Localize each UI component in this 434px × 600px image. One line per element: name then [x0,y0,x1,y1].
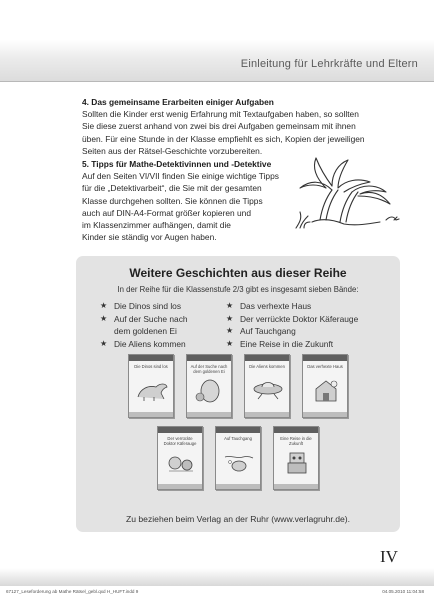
section-4-heading: 4. Das gemeinsame Erarbeiten einiger Aufgaben [82,97,274,107]
cover-band [216,427,260,433]
cover-title: Auf der Suche nach dem goldenen Ei [190,364,228,374]
section-5-line: für die „Detektivarbeit“, die Sie mit der gesamten [82,183,262,194]
cover-title: Das verhexte Haus [307,364,343,369]
book-cover [186,354,232,418]
cover-title: Auf Tauchgang [224,436,252,441]
section-5-line: Klasse durchgehen sollten. Sie können die Tipps [82,195,263,206]
page-header-band [0,40,434,82]
bottom-band [0,568,434,586]
section-5-line: Auf den Seiten VI/VII finden Sie einige wichtige Tipps [82,171,279,182]
book-title-line: dem goldenen Ei [114,326,177,336]
book-cover [128,354,174,418]
list-item [100,338,240,351]
alien-ufo-illustration [250,377,286,403]
book-cover [302,354,348,418]
star-icon: ★ [100,338,108,348]
page-number: IV [380,547,398,566]
book-covers-row-1 [76,354,400,418]
print-slug: 67127_Leseforderung ab Mathe Rätsel_gebl.qxd H_HUFT.indd 9 [6,589,139,594]
book-cover [244,354,290,418]
book-covers-row-2 [76,426,400,490]
book-title: Die Aliens kommen [114,338,186,349]
cover-band [245,355,289,361]
star-icon: ★ [100,313,108,323]
publisher-note: Zu beziehen beim Verlag an der Ruhr (www.verlagruhr.de). [125,514,351,524]
cover-foot [216,484,260,489]
header-title: Einleitung für Lehrkräfte und Eltern [240,58,418,70]
star-icon: ★ [100,301,108,310]
star-icon: ★ [226,338,234,348]
cover-foot [303,412,347,417]
book-title-line: Auf der Suche nach [114,313,188,324]
cover-band [158,427,202,433]
book-cover [157,426,203,490]
list-item [226,338,386,351]
book-cover [215,426,261,490]
beetle-doctor-illustration [163,449,199,475]
cover-band [274,427,318,433]
diving-illustration [221,449,257,475]
book-title: Das verhexte Haus [240,301,312,311]
book-title: Auf Tauchgang [240,326,296,336]
cover-band [303,355,347,361]
section-5-heading: 5. Tipps für Mathe-Detektivinnen und -Detektive [82,159,272,169]
book-list-right [226,300,386,350]
section-4-line: Seiten aus der Rätsel-Geschichte vorzubereiten. [82,145,263,156]
print-date: 04.05.2010 11:04:58 [382,589,424,594]
book-title: Eine Reise in die Zukunft [240,338,334,349]
list-item [226,313,386,326]
list-item [226,325,386,338]
star-icon: ★ [226,301,234,310]
list-item [100,313,240,338]
section-4-line: üben. Für eine Stunde in der Klasse empfiehlt es sich, Kopien der jeweiligen [82,133,365,144]
cover-title: Eine Reise in die Zukunft [280,436,312,446]
list-item [100,300,240,313]
cover-title: Die Aliens kommen [249,364,285,369]
section-5-line: Kinder sie ständig vor Augen haben. [82,232,217,243]
cover-band [129,355,173,361]
section-4-line: Sollten die Kinder erst wenig Erfahrung mit Textaufgaben haben, so sollten [82,109,359,120]
cover-foot [129,412,173,417]
header-rule [0,81,434,82]
section-5 [82,158,282,243]
book-title: Der verrückte Doktor Käferauge [240,313,359,324]
palm-tree-illustration [282,150,422,250]
book-title: Die Dinos sind los [114,301,182,311]
series-panel [76,256,400,532]
cover-band [187,355,231,361]
haunted-house-illustration [308,377,344,403]
section-5-line: auch auf DIN-A4-Format größer kopieren und [82,207,251,218]
egg-illustration [192,377,228,403]
list-item [226,300,386,313]
section-4 [82,96,402,157]
cover-foot [187,412,231,417]
star-icon: ★ [226,326,234,335]
robot-illustration [279,449,315,475]
cover-foot [274,484,318,489]
cover-foot [158,484,202,489]
section-5-line: im Klassenzimmer aufhängen, damit die [82,220,231,231]
series-title: Weitere Geschichten aus dieser Reihe [129,266,347,280]
series-intro: In der Reihe für die Klassenstufe 2/3 gibt es insgesamt sieben Bände: [117,285,359,294]
book-list-left [100,300,240,350]
star-icon: ★ [226,313,234,323]
dinosaur-illustration [134,377,170,403]
book-cover [273,426,319,490]
cover-title: Der verrückte Doktor Käferauge [163,436,197,446]
cover-foot [245,412,289,417]
section-4-line: Sie diese zuerst anhand von zwei bis drei Aufgaben gemeinsam mit ihnen [82,121,356,132]
book-title [114,313,188,338]
cover-title: Die Dinos sind los [134,364,168,369]
